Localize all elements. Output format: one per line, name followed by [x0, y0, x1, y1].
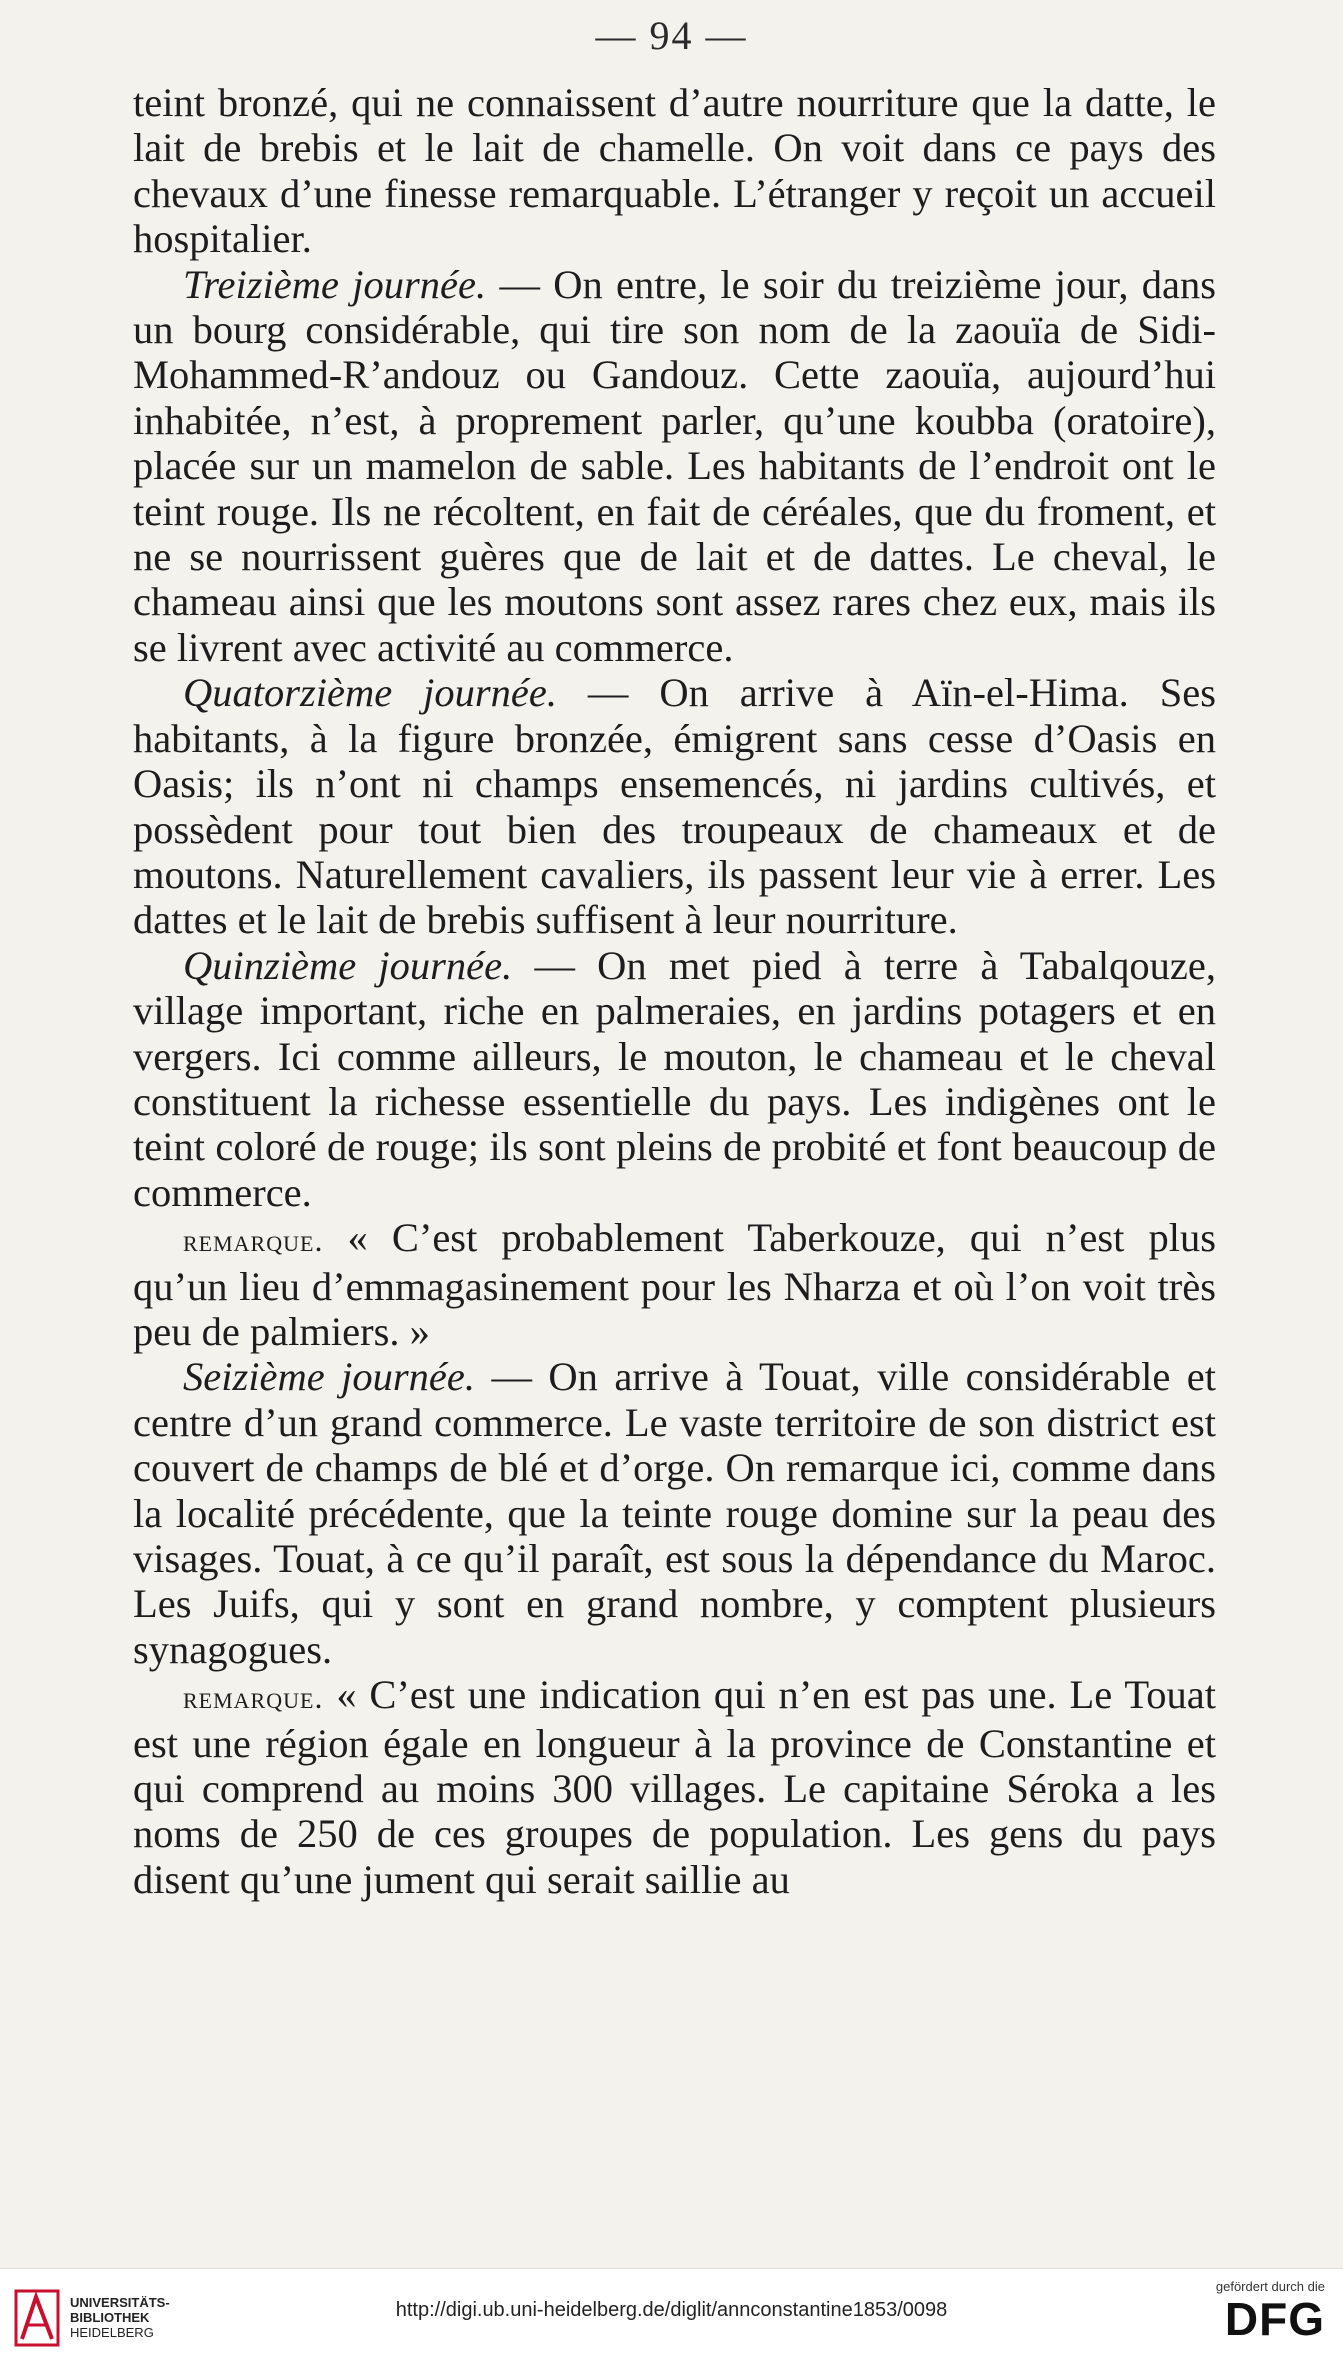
library-name-line: BIBLIOTHEK	[70, 2310, 150, 2325]
day-heading: Quinzième journée.	[183, 942, 513, 988]
paragraph-day-13	[133, 262, 1216, 671]
day-heading: Quatorzième journée.	[183, 670, 557, 716]
page-number: — 94 —	[595, 13, 748, 58]
paragraph-text: « C’est probablement Taberkouze, qui n’est plus qu’un lieu d’emmagasinement pour les Nharza et où l’on voit très peu de palmiers. »	[133, 1215, 1216, 1354]
body-text	[133, 80, 1216, 1902]
remark-label: remarque.	[183, 1679, 324, 1716]
paragraph-text: — On arrive à Aïn-el-Hima. Ses habitants, à la figure bronzée, émigrent sans cesse d’Oasis en Oasis; ils n’ont ni champs ensemencés, ni jardins cultivés, et possèdent pour tout bien des troupeaux de chameaux et de moutons. Naturellement cavaliers, ils passent leur vie à errer. Les dattes et le lait de brebis suffisent à leur nourriture.	[133, 670, 1216, 943]
library-name-line: HEIDELBERG	[70, 2325, 154, 2340]
paragraph-1	[133, 80, 1216, 262]
paragraph-text: — On met pied à terre à Tabalqouze, village important, riche en palmeraies, en jardins potagers et en vergers. Ici comme ailleurs, le mouton, le chameau et le cheval constituent la richesse essentielle du pays. Les indigènes ont le teint coloré de rouge; ils sont pleins de probité et font beaucoup de commerce.	[133, 942, 1216, 1215]
paragraph-remark-1	[133, 1215, 1216, 1354]
day-heading: Seizième journée.	[183, 1354, 475, 1400]
dfg-logo: DFG	[1224, 2293, 1325, 2345]
paragraph-remark-2	[133, 1672, 1216, 1902]
paragraph-day-16	[133, 1354, 1216, 1672]
library-name-line: UNIVERSITÄTS-	[70, 2295, 170, 2310]
viewer-footer	[0, 2268, 1343, 2366]
paragraph-text: — On arrive à Touat, ville considérable et centre d’un grand commerce. Le vaste territoire de son district est couvert de champs de blé et d’orge. On remarque ici, comme dans la localité précédente, que la teinte rouge domine sur la peau des visages. Touat, à ce qu’il paraît, est sous la dépendance du Maroc. Les Juifs, qui y sont en grand nombre, y comptent plusieurs synagogues.	[133, 1354, 1216, 1672]
paragraph-day-14	[133, 670, 1216, 942]
paragraph-text: teint bronzé, qui ne connaissent d’autre nourriture que la datte, le lait de brebis et le lait de chamelle. On voit dans ce pays des chevaux d’une finesse remarquable. L’étranger y reçoit un accueil hospitalier.	[133, 80, 1216, 262]
paragraph-text: « C’est une indication qui n’en est pas une. Le Touat est une région égale en longueur à la province de Constantine et qui comprend au moins 300 villages. Le capitaine Séroka a les noms de 250 de ces groupes de population. Les gens du pays disent qu’une jument qui serait saillie au	[133, 1672, 1216, 1902]
permalink-url[interactable]: http://digi.ub.uni-heidelberg.de/diglit/annconstantine1853/0098	[395, 2299, 948, 2321]
sponsor-block[interactable]	[1175, 2279, 1325, 2344]
remark-label: remarque.	[183, 1222, 324, 1259]
sponsor-caption: gefördert durch die	[1215, 2279, 1325, 2294]
paragraph-day-15	[133, 943, 1216, 1215]
day-heading: Treizième journée.	[183, 261, 487, 307]
paragraph-text: — On entre, le soir du treizième jour, dans un bourg considérable, qui tire son nom de la zaouïa de Sidi-Mohammed-R’andouz ou Gandouz. Cette zaouïa, aujourd’hui inhabitée, n’est, à proprement parler, qu’une koubba (oratoire), placée sur un mamelon de sable. Les habitants de l’endroit ont le teint rouge. Ils ne récoltent, en fait de céréales, que du froment, et ne se nourrissent guères que de lait et de dattes. Le cheval, le chameau ainsi que les moutons sont assez rares chez eux, mais ils se livrent avec activité au commerce.	[133, 261, 1217, 670]
